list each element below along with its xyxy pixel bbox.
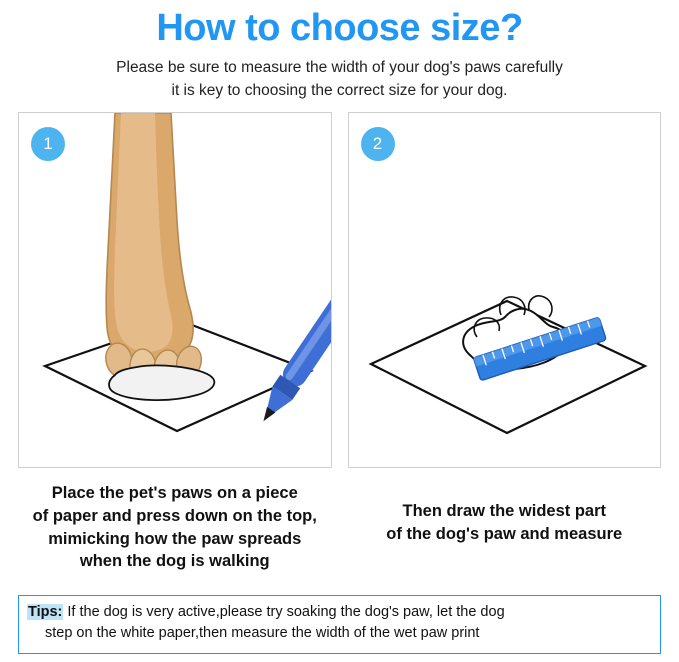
caption-2-line-2: of the dog's paw and measure [386,524,623,543]
subtitle-line-1: Please be sure to measure the width of your dog's paws carefully [116,58,563,76]
caption-step-1 [18,482,332,573]
caption-1-line-3: mimicking how the paw spreads [48,529,302,548]
caption-1-line-4: when the dog is walking [79,552,270,571]
page-title: How to choose size? [156,7,523,49]
page-subtitle [60,56,620,103]
step-badge-1: 1 [31,127,65,161]
dog-paw-on-paper-with-pen-illustration [19,113,332,468]
tips-box [18,595,661,655]
paw-outline-with-ruler-illustration [349,113,662,468]
panel-step-1 [18,112,332,468]
step-captions [10,468,669,573]
caption-1-line-1: Place the pet's paws on a piece [51,484,298,503]
subtitle-line-2: it is key to choosing the correct size for your dog. [171,81,508,99]
tips-line-1: If the dog is very active,please try soaking the dog's paw, let the dog [63,603,505,620]
caption-step-2 [348,482,662,573]
caption-1-line-2: of paper and press down on the top, [32,506,317,525]
caption-2-line-1: Then draw the widest part [402,502,607,521]
size-guide-page [0,6,679,662]
step-badge-2: 2 [361,127,395,161]
panel-step-2 [348,112,662,468]
tips-label: Tips: [28,603,63,620]
illustration-panels [10,112,669,468]
tips-line-2: step on the white paper,then measure the width of the wet paw print [45,625,480,642]
